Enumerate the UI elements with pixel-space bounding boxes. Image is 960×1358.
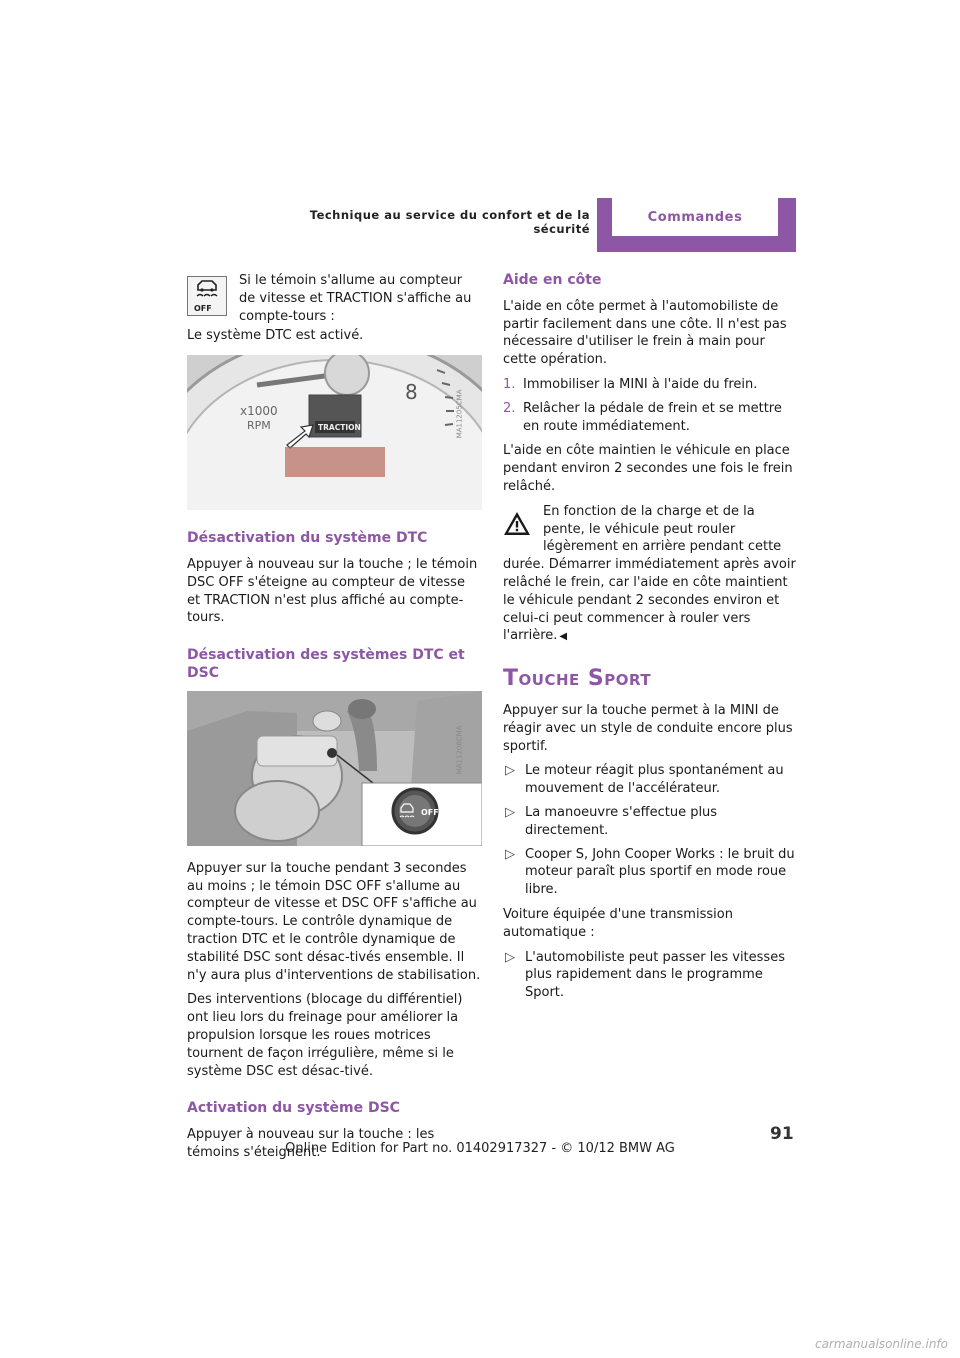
edition-line: Online Edition for Part no. 01402917327 - © 10/12 BMW AG [285, 1141, 675, 1156]
left-column [187, 272, 482, 1169]
para-hill-1: L'aide en côte permet à l'automobiliste de partir facilement dans une côte. Il n'est pas nécessaire d'utiliser le frein à main pour cette opération. [503, 298, 787, 368]
warning-block [503, 503, 798, 646]
step-text: Relâcher la pédale de frein et se mettre en route immédiatement. [523, 400, 782, 434]
bullet-text: La manoeuvre s'effectue plus directement. [525, 804, 718, 838]
car-skid-icon [188, 277, 226, 301]
bullet-arrow-icon: ▷ [505, 846, 515, 862]
bullet-arrow-icon: ▷ [505, 804, 515, 820]
photo-code: MA11208CMA [455, 725, 464, 775]
heading-hill-assist: Aide en côte [503, 272, 602, 288]
list-item [503, 804, 798, 840]
para-both-1: Appuyer sur la touche pendant 3 secondes au moins ; le témoin DSC OFF s'allume au compteur de vitesse et DSC OFF s'affiche au compte-tours. Le contrôle dynamique de traction DTC et le contrôle dynamique de stabilité DSC sont désac-tivés ensemble. Il n'y aura plus d'interventions de stabilisation. [187, 860, 481, 983]
watermark: carmanualsonline.info [814, 1337, 948, 1351]
intro-text: Si le témoin s'allume au compteur de vitesse et TRACTION s'affiche au compte-tours : [239, 273, 472, 324]
dsc-off-button-label: OFF [421, 807, 439, 817]
bullet-text: Le moteur réagit plus spontanément au mouvement de l'accélérateur. [525, 763, 784, 797]
dsc-off-indicator-icon [187, 276, 227, 316]
para-both-2: Des interventions (blocage du différentiel) ont lieu lors du freinage pour améliorer la propulsion lorsque les roues motrices tournent de façon irrégulière, même si le système DSC est désac-tivé. [187, 992, 463, 1079]
sport-bullet-list [503, 762, 798, 899]
tachometer-photo [187, 355, 482, 510]
auto-bullet-list [503, 949, 798, 1002]
warning-triangle-icon [503, 511, 531, 536]
list-item [503, 400, 798, 436]
list-item [503, 949, 798, 1002]
console-photo [187, 691, 482, 846]
off-label: OFF [194, 304, 212, 313]
heading-sport-button: Touche Sport [503, 666, 652, 692]
heading-deactivate-both: Désactivation des systèmes DTC et DSC [187, 647, 465, 681]
tacho-scale-label: x1000 [240, 404, 278, 419]
bullet-text: L'automobiliste peut passer les vitesses plus rapidement dans le programme Sport. [525, 949, 785, 1001]
heading-activate-dsc: Activation du système DSC [187, 1100, 400, 1117]
bullet-arrow-icon: ▷ [505, 949, 515, 965]
chapter-tab-label: Commandes [612, 198, 778, 236]
list-item [503, 376, 798, 394]
chapter-tab [597, 198, 796, 252]
para-hill-2: L'aide en côte maintien le véhicule en place pendant environ 2 secondes une fois le frein relâché. [503, 443, 793, 494]
console-illustration [187, 691, 482, 846]
para-sport-intro: Appuyer sur la touche permet à la MINI de réagir avec un style de conduite encore plus sportif. [503, 702, 793, 754]
tacho-rpm-label: RPM [247, 419, 271, 433]
traction-display-label: TRACTION [318, 423, 361, 433]
list-item [503, 762, 798, 798]
page-number: 91 [770, 1124, 794, 1144]
end-mark-icon: ◀ [559, 631, 568, 643]
para-automatic: Voiture équipée d'une transmission automatique : [503, 906, 733, 940]
step-text: Immobiliser la MINI à l'aide du frein. [523, 376, 758, 392]
para-deactivate-dtc: Appuyer à nouveau sur la touche ; le témoin DSC OFF s'éteigne au compteur de vitesse et TRACTION n'est plus affiché au compte-tours. [187, 556, 478, 626]
tachometer-illustration [187, 355, 482, 510]
para-activate-dsc: Appuyer à nouveau sur la touche : les témoins s'éteignent. [187, 1127, 435, 1160]
section-title: Technique au service du confort et de la sécurité [309, 208, 590, 236]
warning-text: En fonction de la charge et de la pente, le véhicule peut rouler légèrement en arrière pendant cette durée. Démarrer immédiatement après avoir relâché le frein, car l'aide en côte maintient le véhicule pendant 2 secondes environ et celui-ci peut commencer à rouler vers l'arrière. [503, 503, 796, 644]
step-number: 2. [503, 400, 516, 416]
hill-steps-list [503, 376, 798, 435]
right-column [503, 272, 798, 1009]
photo-code: MA11205CMA [455, 389, 464, 439]
intro-result: Le système DTC est activé. [187, 328, 364, 344]
heading-deactivate-dtc: Désactivation du système DTC [187, 530, 428, 547]
bullet-text: Cooper S, John Cooper Works : le bruit du moteur paraît plus sportif en mode roue libre. [525, 846, 795, 898]
tacho-digit: 8 [405, 380, 418, 405]
bullet-arrow-icon: ▷ [505, 763, 515, 779]
list-item [503, 846, 798, 899]
step-number: 1. [503, 376, 516, 392]
intro-block [187, 272, 482, 325]
